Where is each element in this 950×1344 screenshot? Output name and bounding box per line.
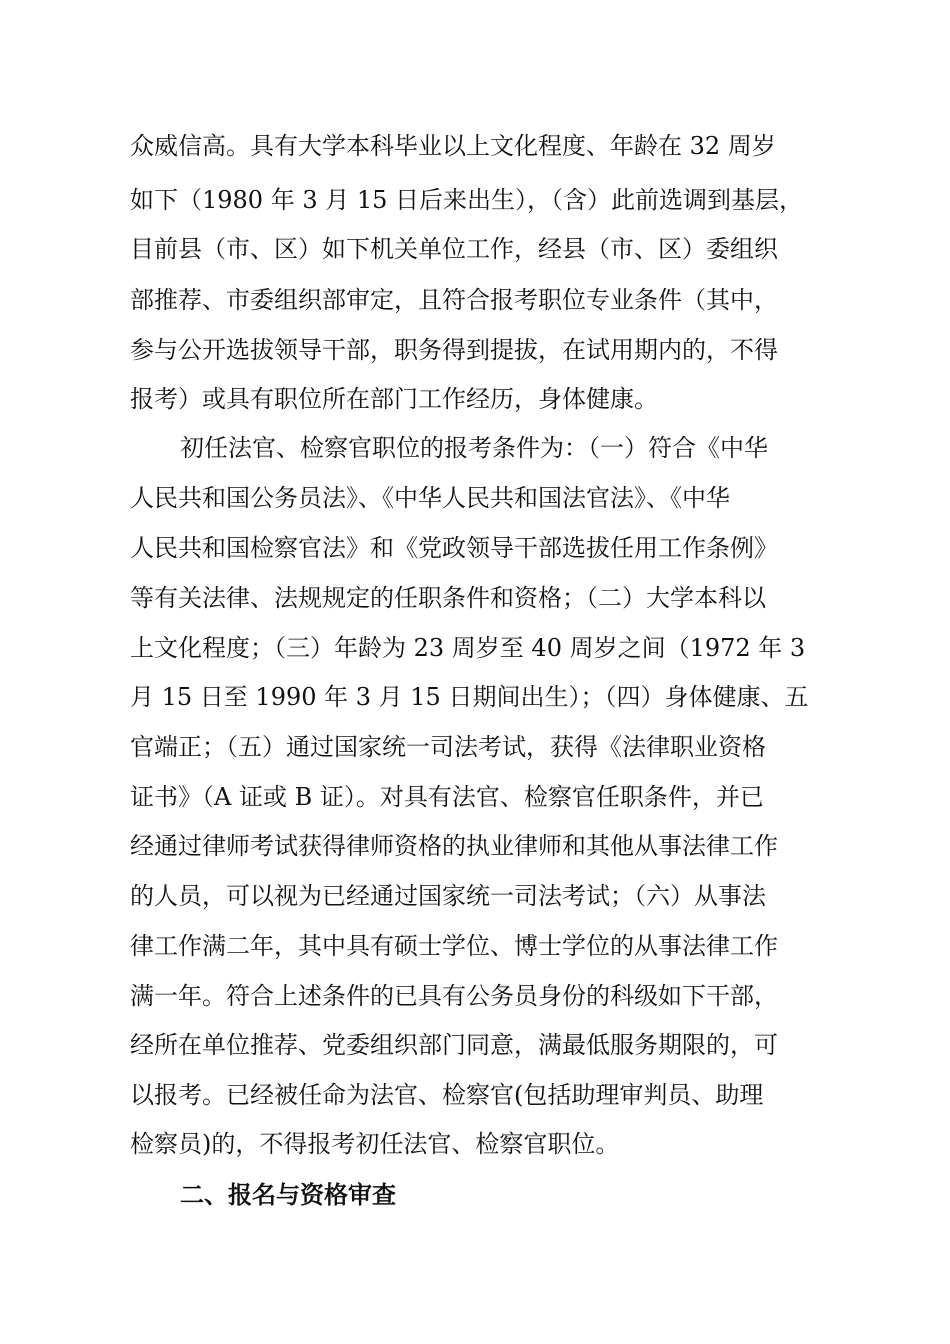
paragraph-2-line-4: 等有关法律、法规规定的任职条件和资格；（二）大学本科以 xyxy=(130,584,766,612)
paragraph-2-line-5: 上文化程度；（三）年龄为 23 周岁至 40 周岁之间（1972 年 3 xyxy=(130,634,806,662)
paragraph-1-line-1: 众威信高。具有大学本科毕业以上文化程度、年龄在 32 周岁 xyxy=(130,132,776,160)
paragraph-1-line-5: 参与公开选拔领导干部，职务得到提拔，在试用期内的，不得 xyxy=(130,336,778,364)
section-heading: 二、报名与资格审查 xyxy=(180,1181,396,1209)
paragraph-1-line-4: 部推荐、市委组织部审定，且符合报考职位专业条件（其中， xyxy=(130,286,778,314)
paragraph-2-line-1: 初任法官、检察官职位的报考条件为：（一）符合《中华 xyxy=(180,434,768,462)
paragraph-1-line-2: 如下（1980 年 3 月 15 日后来出生），（含）此前选调到基层， xyxy=(130,186,804,214)
paragraph-2-line-8: 证书》（A 证或 B 证）。对具有法官、检察官任职条件，并已 xyxy=(130,783,764,811)
paragraph-2-line-13: 经所在单位推荐、党委组织部门同意，满最低服务期限的，可 xyxy=(130,1031,778,1059)
paragraph-2-line-12: 满一年。符合上述条件的已具有公务员身份的科级如下干部， xyxy=(130,982,778,1010)
paragraph-2-line-14: 以报考。已经被任命为法官、检察官(包括助理审判员、助理 xyxy=(130,1081,764,1109)
paragraph-2-line-6: 月 15 日至 1990 年 3 月 15 日期间出生）；（四）身体健康、五 xyxy=(130,683,809,711)
paragraph-1-line-6: 报考）或具有职位所在部门工作经历，身体健康。 xyxy=(130,385,658,413)
paragraph-2-line-3: 人民共和国检察官法》和《党政领导干部选拔任用工作条例》 xyxy=(130,534,778,562)
paragraph-1-line-3: 目前县（市、区）如下机关单位工作，经县（市、区）委组织 xyxy=(130,235,778,263)
paragraph-2-line-15: 检察员)的，不得报考初任法官、检察官职位。 xyxy=(130,1130,620,1158)
paragraph-2-line-7: 官端正；（五）通过国家统一司法考试，获得《法律职业资格 xyxy=(130,733,766,761)
paragraph-2-line-2: 人民共和国公务员法》、《中华人民共和国法官法》、《中华 xyxy=(130,484,730,512)
paragraph-2-line-9: 经通过律师考试获得律师资格的执业律师和其他从事法律工作 xyxy=(130,832,778,860)
paragraph-2-line-10: 的人员，可以视为已经通过国家统一司法考试；（六）从事法 xyxy=(130,882,766,910)
paragraph-2-line-11: 律工作满二年，其中具有硕士学位、博士学位的从事法律工作 xyxy=(130,932,778,960)
